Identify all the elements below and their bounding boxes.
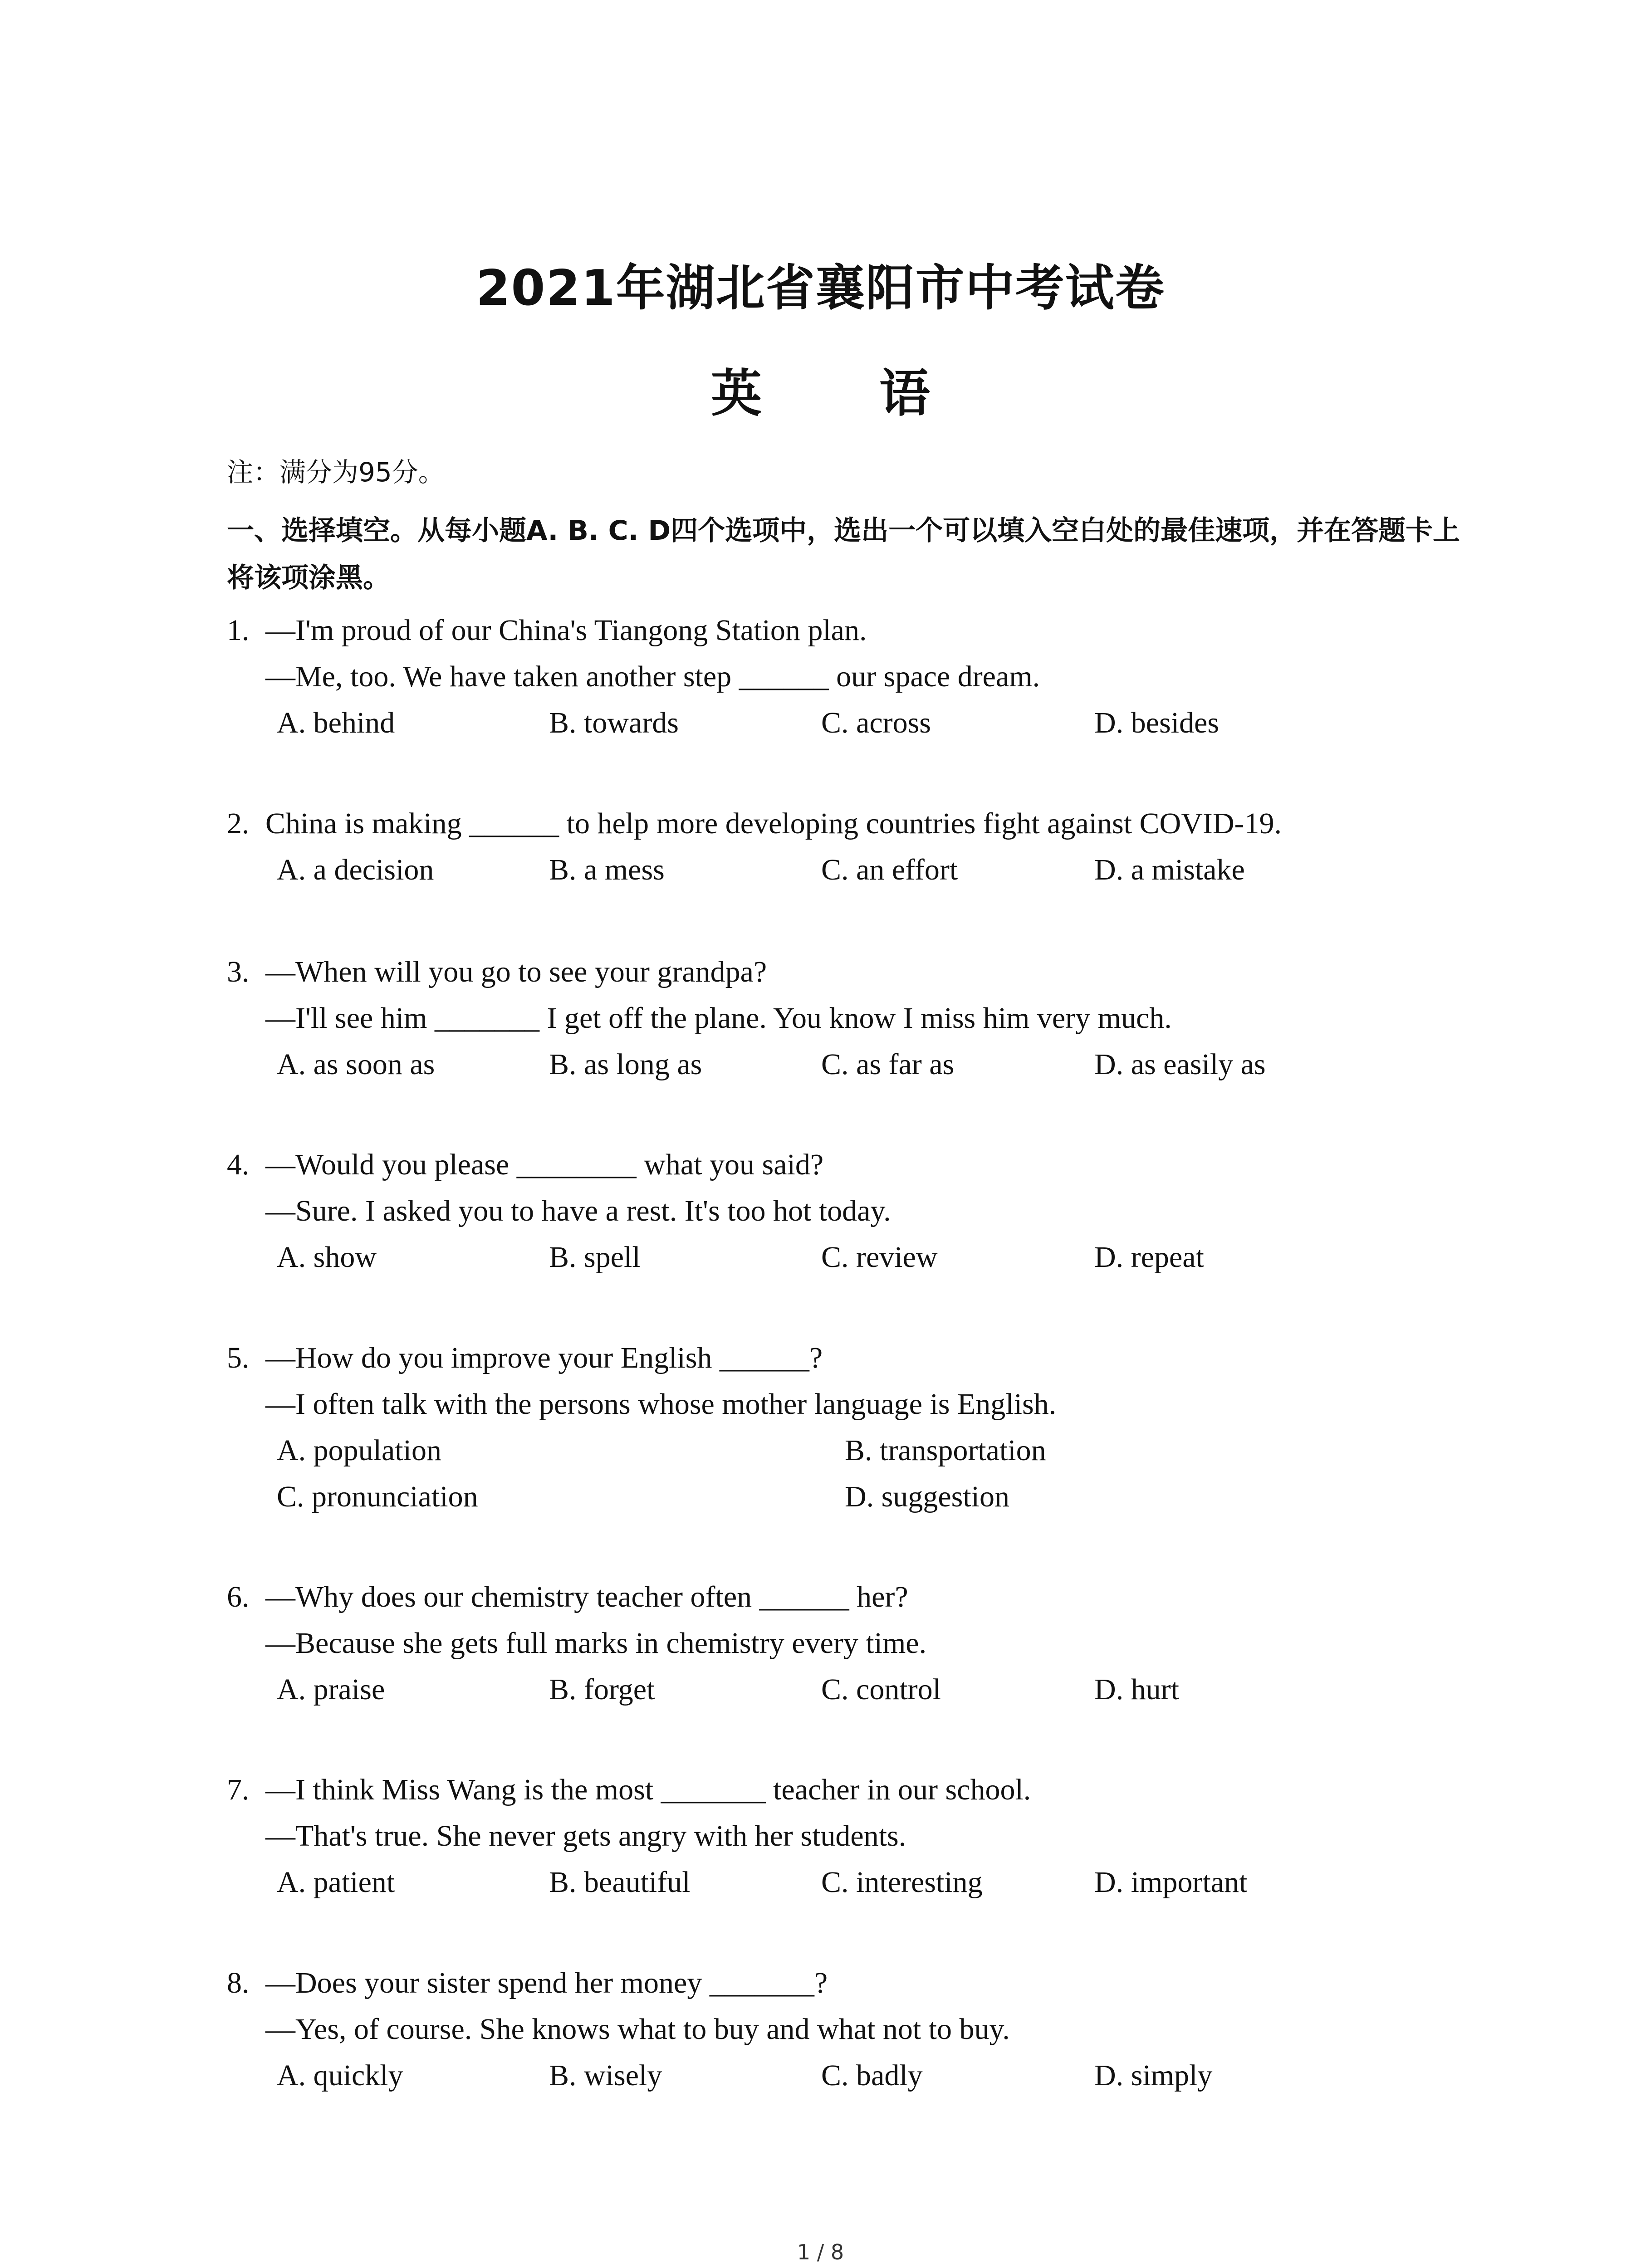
option-a[interactable]: A. show [277,1241,377,1274]
option-a[interactable]: A. behind [277,706,395,739]
option-b[interactable]: B. spell [549,1241,641,1274]
option-a[interactable]: A. as soon as [277,1048,435,1081]
question-number: 6. [227,1580,250,1613]
option-b[interactable]: B. towards [549,706,679,739]
question-line: —When will you go to see your grandpa? [265,955,767,988]
question-number: 7. [227,1773,250,1806]
option-a[interactable]: A. a decision [277,853,434,886]
question-line: —I'm proud of our China's Tiangong Station plan. [265,614,867,647]
option-b[interactable]: B. transportation [845,1434,1046,1467]
option-b[interactable]: B. beautiful [549,1866,691,1899]
question-number: 3. [227,955,250,988]
question-line: —Me, too. We have taken another step ______ our space dream. [265,660,1040,693]
question-line: —Yes, of course. She knows what to buy and what not to buy. [265,2013,1010,2046]
exam-title: 2021年湖北省襄阳市中考试卷 [476,260,1165,317]
option-d[interactable]: D. repeat [1094,1241,1204,1274]
question-line: —I often talk with the persons whose mother language is English. [265,1388,1057,1421]
option-d[interactable]: D. as easily as [1094,1048,1266,1081]
option-c[interactable]: C. badly [821,2059,923,2092]
option-d[interactable]: D. important [1094,1866,1248,1899]
page-number: 1 / 8 [797,2240,844,2264]
question-number: 8. [227,1966,250,1999]
question-line: —Would you please ________ what you said? [265,1148,824,1181]
option-c[interactable]: C. control [821,1673,941,1706]
option-c[interactable]: C. review [821,1241,938,1274]
question-line: —Does your sister spend her money _______? [265,1966,828,1999]
option-d[interactable]: D. suggestion [845,1480,1009,1513]
option-c[interactable]: C. pronunciation [277,1480,478,1513]
option-b[interactable]: B. a mess [549,853,665,886]
option-b[interactable]: B. wisely [549,2059,662,2092]
question-line: China is making ______ to help more developing countries fight against COVID-19. [265,807,1282,840]
question-line: —I'll see him _______ I get off the plane. You know I miss him very much. [265,1002,1172,1035]
option-a[interactable]: A. praise [277,1673,385,1706]
option-a[interactable]: A. quickly [277,2059,403,2092]
section-heading: 一、选择填空。从每小题A. B. C. D四个选项中，选出一个可以填入空白处的最佳速项，并在答题卡上将该项涂黑。 [227,515,1460,594]
question-number: 2. [227,807,250,840]
question-line: —Sure. I asked you to have a rest. It's too hot today. [265,1194,891,1227]
option-c[interactable]: C. an effort [821,853,958,886]
question-number: 4. [227,1148,250,1181]
question-line: —That's true. She never gets angry with her students. [265,1819,906,1853]
option-b[interactable]: B. forget [549,1673,655,1706]
option-c[interactable]: C. interesting [821,1866,983,1899]
option-d[interactable]: D. a mistake [1094,853,1245,886]
option-a[interactable]: A. population [277,1434,441,1467]
option-d[interactable]: D. simply [1094,2059,1213,2092]
option-c[interactable]: C. across [821,706,931,739]
option-b[interactable]: B. as long as [549,1048,702,1081]
question-line: —I think Miss Wang is the most _______ teacher in our school. [265,1773,1031,1806]
option-c[interactable]: C. as far as [821,1048,955,1081]
option-d[interactable]: D. hurt [1094,1673,1179,1706]
option-d[interactable]: D. besides [1094,706,1219,739]
question-number: 1. [227,614,250,647]
subject-title: 英 语 [711,364,980,423]
option-a[interactable]: A. patient [277,1866,395,1899]
question-line: —How do you improve your English ______? [265,1341,823,1374]
question-number: 5. [227,1341,250,1374]
question-line: —Why does our chemistry teacher often ______ her? [265,1580,908,1613]
question-line: —Because she gets full marks in chemistry every time. [265,1627,927,1660]
score-note: 注：满分为95分。 [227,457,445,488]
